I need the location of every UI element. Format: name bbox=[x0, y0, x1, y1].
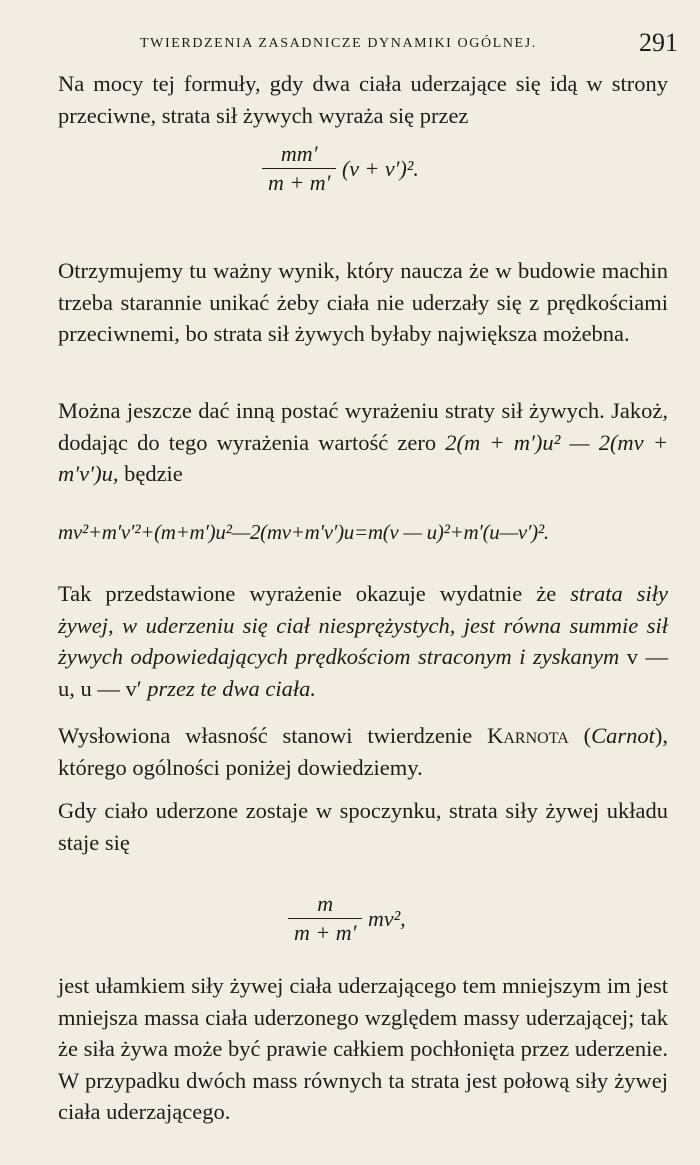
formula-expanded: mv²+m′v′²+(m+m′)u²—2(mv+m′v′)u=m(v — u)²+m′(u—v′)². bbox=[58, 520, 549, 544]
inline-formula: 2(m + m′)u² — 2(mv + m′v′)u, bbox=[58, 429, 669, 486]
paragraph-2: Otrzymujemy tu ważny wynik, który naucza że w budowie machin trzeba starannie unikać żeby ciała nie uderzały się z prędkościami przeciwnemi, bo strata sił żywych byłaby największa możebna. bbox=[58, 258, 668, 346]
paragraph-5-lead: Wysłowiona własność stanowi twierdzenie bbox=[58, 723, 488, 748]
author-name-original: Carnot bbox=[591, 723, 655, 748]
fraction-numerator: mm′ bbox=[262, 140, 336, 169]
paragraph-5 bbox=[58, 720, 668, 783]
paragraph-5-tail: ), którego ogólności poniżej dowiedziemy. bbox=[58, 723, 668, 780]
paragraph-6: Gdy ciało uderzone zostaje w spoczynku, strata siły żywej układu staje się bbox=[58, 798, 668, 855]
paren-open: ( bbox=[568, 723, 592, 748]
formula-energy-loss bbox=[262, 140, 419, 197]
page-header bbox=[0, 26, 700, 66]
paragraph-3-tail: będzie bbox=[118, 461, 183, 486]
theorem-tail: przez te dwa ciała. bbox=[147, 675, 317, 701]
fraction-numerator: m bbox=[288, 890, 362, 919]
paragraph-7: jest ułamkiem siły żywej ciała uderzającego tem mniejszym im jest mniejsza massa ciała uderzonego względem massy uderzającej; tak że siła żywa może być prawie całkiem pochłonięta przez uderzenie. W przypadku dwóch mass równych ta strata jest połową siły żywej ciała uderzającego. bbox=[58, 973, 668, 1124]
paragraph-3-text: Można jeszcze dać inną postać wyrażeniu straty sił żywych. Jakoż, dodając do tego wyrażenia wartość zero bbox=[58, 398, 668, 455]
paragraph-4-lead: Tak przedstawione wyrażenie okazuje wydatnie że bbox=[58, 581, 571, 606]
page-number: 291 bbox=[639, 28, 678, 57]
formula-remainder: mv², bbox=[367, 905, 406, 931]
paragraph-1: Na mocy tej formuły, gdy dwa ciała uderzające się idą w strony przeciwne, strata sił żywych wyraża się przez bbox=[58, 71, 668, 128]
formula-remainder: (v + v′)². bbox=[341, 155, 419, 181]
fraction bbox=[262, 140, 336, 197]
paragraph-4 bbox=[58, 578, 668, 704]
author-name: Karnota bbox=[487, 723, 569, 748]
running-head: TWIERDZENIA ZASADNICZE DYNAMIKI OGÓLNEJ. bbox=[140, 36, 537, 51]
paragraph-4-mid: v — u, u — v′ bbox=[58, 644, 669, 701]
fraction-denominator: m + m′ bbox=[268, 170, 331, 195]
fraction bbox=[288, 890, 362, 947]
theorem-statement: strata siły żywej, w uderzeniu się ciał niesprężystych, jest równa summie sił żywych odpowiedających prędkościom straconym i zyskanym bbox=[58, 581, 668, 669]
paragraph-3 bbox=[58, 395, 668, 490]
formula-fraction-loss bbox=[288, 890, 406, 947]
fraction-denominator: m + m′ bbox=[294, 920, 357, 945]
